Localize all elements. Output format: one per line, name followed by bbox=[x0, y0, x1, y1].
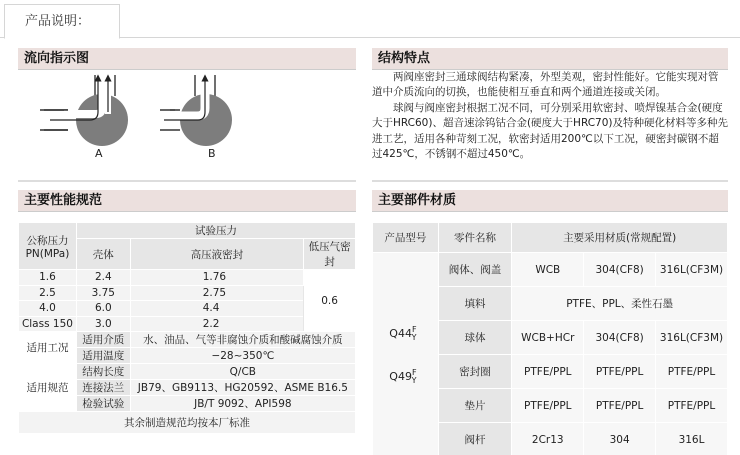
divider-structure bbox=[372, 180, 728, 182]
structure-length-label: 结构长度 bbox=[76, 364, 130, 380]
flange-value: JB79、GB9113、HG20592、ASME B16.5 bbox=[130, 380, 355, 396]
table-row bbox=[19, 364, 356, 380]
table-row: Class 150 3.0 2.2 bbox=[19, 316, 356, 332]
media-label: 适用介质 bbox=[76, 332, 130, 348]
test-label: 检验试验 bbox=[76, 396, 130, 412]
table-row: 1.6 2.4 1.76 0.6 bbox=[19, 270, 356, 286]
performance-table bbox=[18, 222, 356, 434]
structure-paragraph-2: 球阀与阀座密封根据工况不同，可分别采用软密封、喷焊镍基合金(硬度大于HRC60)、超音速涂钨钴合金(硬度大于HRC70)及特种硬化材料等多种先进工艺，适用各种苛刻工况，软密封适用200℃以下工况，硬密封碳钢不超过425℃，不锈钢不超过450℃。 bbox=[372, 101, 729, 161]
structure-length-value: Q/CB bbox=[130, 364, 355, 380]
temperature-value: −28~350℃ bbox=[130, 348, 355, 364]
tab-bar bbox=[0, 0, 740, 38]
flow-diagram bbox=[40, 70, 280, 165]
table-row: 4.0 6.0 4.4 bbox=[19, 301, 356, 317]
media-value: 水、油品、气等非腐蚀介质和酸碱腐蚀介质 bbox=[130, 332, 355, 348]
table-row bbox=[19, 412, 356, 434]
flow-diagram-b bbox=[160, 75, 232, 146]
header-shell: 壳体 bbox=[76, 239, 130, 270]
header-hp-seal: 高压液密封 bbox=[130, 239, 303, 270]
flow-label-a: A bbox=[95, 147, 103, 160]
structure-paragraph-1: 两阀座密封三通球阀结构紧凑，外型美观，密封性能好。它能实现对管道中介质流向的切换，也能使相互垂直和两个通道连接或关闭。 bbox=[372, 71, 719, 99]
table-row: 阀杆 2Cr13 304 316L bbox=[373, 423, 728, 455]
header-test-pressure: 试验压力 bbox=[76, 223, 355, 239]
table-row: $Q44^F_Y$ $Q49^F_Y$ 阀体、阀盖 WCB 304(CF8) 316L(CF3M) bbox=[373, 253, 728, 287]
header-material: 主要采用材质(常规配置) bbox=[512, 223, 728, 253]
performance-footer: 其余制造规范均按本厂标准 bbox=[19, 412, 356, 434]
table-row bbox=[19, 332, 356, 348]
section-title-structure: 结构特点 bbox=[372, 48, 728, 70]
table-row: 球体 WCB+HCr 304(CF8) 316L(CF3M) bbox=[373, 321, 728, 355]
condition-group-label: 适用工况 bbox=[19, 332, 77, 364]
structure-description bbox=[372, 70, 728, 162]
flange-label: 连接法兰 bbox=[76, 380, 130, 396]
lp-seal-value: 0.6 bbox=[304, 270, 356, 332]
section-title-materials: 主要部件材质 bbox=[372, 190, 728, 212]
flow-label-b: B bbox=[208, 147, 216, 160]
header-nominal-pressure: 公称压力 PN(MPa) bbox=[19, 223, 77, 270]
product-model-cell bbox=[373, 253, 439, 455]
table-row: 2.5 3.75 2.75 bbox=[19, 285, 356, 301]
header-lp-seal: 低压气密封 bbox=[304, 239, 356, 270]
model-q44: $Q44^F_Y$ bbox=[389, 324, 417, 342]
header-part: 零件名称 bbox=[438, 223, 512, 253]
flow-diagram-a bbox=[40, 75, 128, 146]
table-row: 密封圈 PTFE/PPL PTFE/PPL PTFE/PPL bbox=[373, 355, 728, 389]
section-title-flow: 流向指示图 bbox=[18, 48, 356, 70]
test-value: JB/T 9092、API598 bbox=[130, 396, 355, 412]
model-q49: $Q49^F_Y$ bbox=[389, 367, 417, 385]
standard-group-label: 适用规范 bbox=[19, 364, 77, 412]
header-model: 产品型号 bbox=[373, 223, 439, 253]
tab-product-description[interactable]: 产品说明： bbox=[4, 4, 120, 39]
materials-table bbox=[372, 222, 728, 455]
divider-flow bbox=[18, 180, 356, 182]
section-title-performance: 主要性能规范 bbox=[18, 190, 356, 212]
table-row: 填料 PTFE、PPL、柔性石墨 bbox=[373, 287, 728, 321]
table-row: 垫片 PTFE/PPL PTFE/PPL PTFE/PPL bbox=[373, 389, 728, 423]
temperature-label: 适用温度 bbox=[76, 348, 130, 364]
